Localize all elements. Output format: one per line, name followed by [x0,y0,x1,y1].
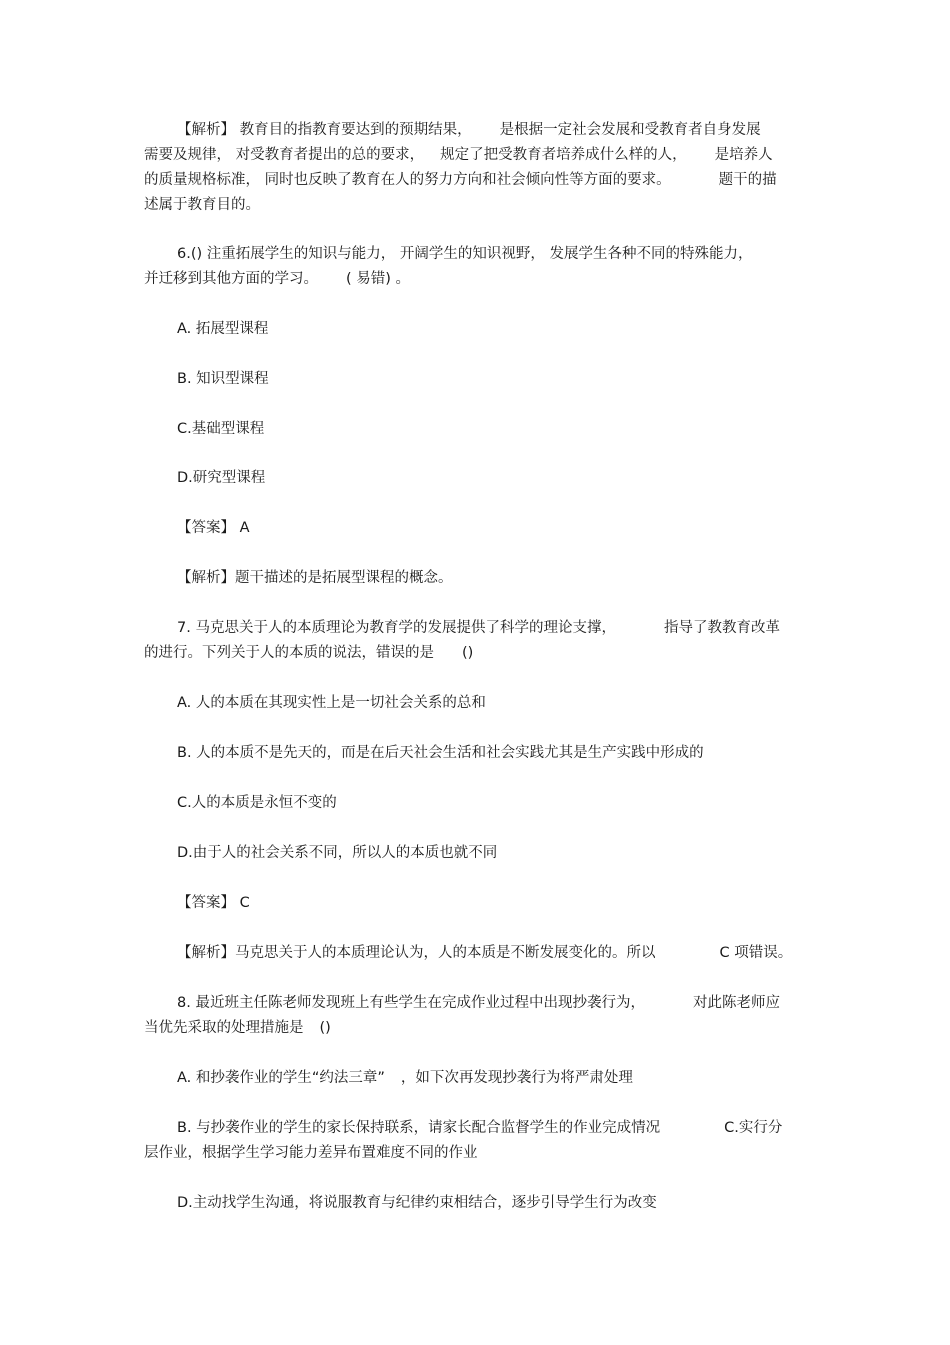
q6-line2: 并迁移到其他方面的学习。 [144,271,318,287]
q7-analysis-text: 【解析】马克思关于人的本质理论认为，人的本质是不断发展变化的。所以 [177,945,656,961]
q8-option-a [144,1066,804,1091]
q6-line2b: ( 易错) 。 [346,271,411,287]
q7-option-a: A. 人的本质在其现实性上是一切社会关系的总和 [177,695,486,711]
q5-analysis-line3b: 题干的描 [718,172,777,188]
q8-option-b: B. 与抄袭作业的学生的家长保持联系，请家长配合监督学生的作业完成情况 [177,1120,661,1136]
q5-analysis-line3: 的质量规格标准， 同时也反映了教育在人的努力方向和社会倾向性等方面的要求。 [144,172,671,188]
q8-line2: 当优先采取的处理措施是 [144,1020,304,1036]
q7-line2b: () [462,645,474,661]
q5-analysis-line2b: 规定了把受教育者培养成什么样的人， [440,147,687,163]
q6-option-c: C.基础型课程 [177,421,265,437]
q7-option-c: C.人的本质是永恒不变的 [177,795,337,811]
q8-line1b: 对此陈老师应 [692,995,780,1011]
q7-question [144,616,804,666]
q7-line1: 7. 马克思关于人的本质理论为教育学的发展提供了科学的理论支撑， [177,620,616,636]
q7-answer: 【答案】 C [177,895,250,911]
q8-option-d: D.主动找学生沟通，将说服教育与纪律约束相结合，逐步引导学生行为改变 [177,1195,657,1211]
q7-analysis-text-b: C 项错误。 [719,945,793,961]
q5-analysis-line1b: 是根据一定社会发展和受教育者自身发展 [499,122,761,138]
q8-line2b: () [319,1020,331,1036]
q5-analysis-line4: 述属于教育目的。 [144,197,260,213]
q5-analysis-line1: 【解析】 教育目的指教育要达到的预期结果， [177,122,472,138]
q5-analysis-line2: 需要及规律， 对受教育者提出的总的要求， [144,147,425,163]
q6-option-d: D.研究型课程 [177,470,266,486]
q7-analysis [144,941,804,966]
q6-question [144,242,804,292]
q6-option-a: A. 拓展型课程 [177,321,269,337]
q6-line1: 6.() 注重拓展学生的知识与能力， 开阔学生的知识视野， 发展学生各种不同的特殊能力， [177,246,753,262]
q7-line2: 的进行。下列关于人的本质的说法，错误的是 [144,645,434,661]
q7-option-d: D.由于人的社会关系不同，所以人的本质也就不同 [177,845,498,861]
q8-line1: 8. 最近班主任陈老师发现班上有些学生在完成作业过程中出现抄袭行为， [177,995,645,1011]
q6-answer: 【答案】 A [177,520,250,536]
q7-option-b: B. 人的本质不是先天的，而是在后天社会生活和社会实践尤其是生产实践中形成的 [177,745,704,761]
q8-option-b-c [144,1116,804,1166]
q6-option-b: B. 知识型课程 [177,371,269,387]
q6-analysis: 【解析】题干描述的是拓展型课程的概念。 [177,570,453,586]
q5-analysis [144,118,804,218]
q7-line1b: 指导了教教育改革 [663,620,780,636]
q8-option-a-text: A. 和抄袭作业的学生“约法三章” [177,1070,385,1086]
q8-option-c-start: C.实行分 [724,1120,783,1136]
q8-option-c-rest: 层作业，根据学生学习能力差异布置难度不同的作业 [144,1145,478,1161]
q5-analysis-line2c: 是培养人 [714,147,773,163]
q8-option-a-text-b: ，如下次再发现抄袭行为将严肃处理 [400,1070,633,1086]
q8-question [144,991,804,1041]
